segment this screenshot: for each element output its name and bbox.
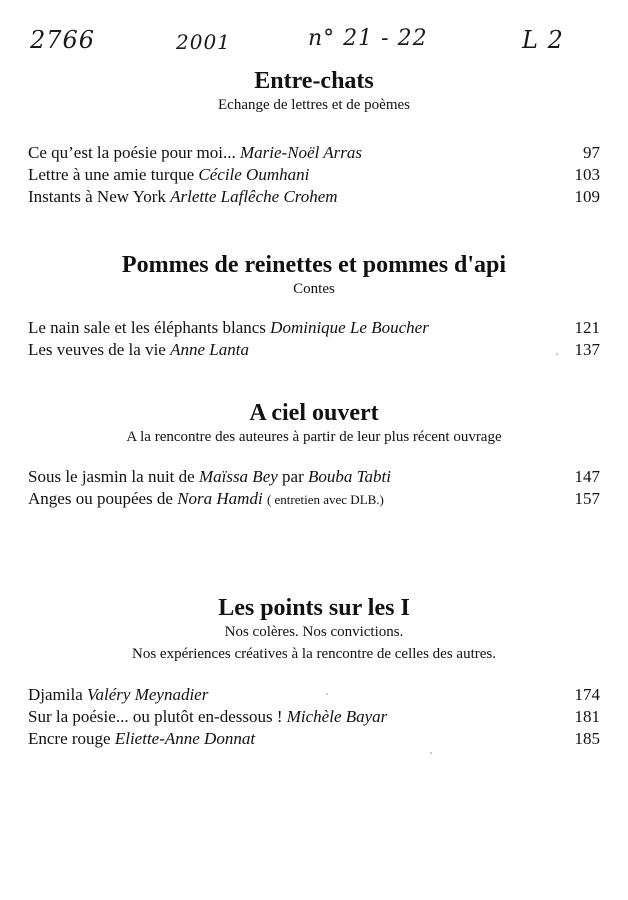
section-title: Les points sur les I (218, 595, 410, 621)
toc-entry[interactable] (28, 339, 600, 361)
entry-title: Le nain sale et les éléphants blancs (28, 318, 266, 337)
scan-speck (326, 693, 328, 695)
entry-joiner: par (282, 467, 304, 486)
entry-title: Lettre à une amie turque (28, 165, 195, 184)
entry-author: Nora Hamdi (177, 489, 263, 508)
entry-author-2: Bouba Tabti (308, 467, 391, 486)
section-title: Pommes de reinettes et pommes d'api (121, 252, 507, 278)
entries-entre-chats (28, 142, 600, 208)
section-pommes (0, 250, 628, 299)
entry-title: Instants à New York (28, 187, 166, 206)
entries-pommes (28, 317, 600, 361)
section-title: A ciel ouvert (249, 400, 379, 426)
entry-author: Anne Lanta (170, 340, 249, 359)
toc-entry[interactable] (28, 317, 600, 339)
toc-entry[interactable] (28, 706, 600, 728)
entry-author: Eliette-Anne Donnat (114, 729, 256, 748)
entry-page: 97 (583, 143, 600, 162)
entry-page: 147 (574, 467, 600, 486)
entry-page: 103 (574, 165, 600, 184)
toc-entry[interactable] (28, 466, 600, 488)
entries-points-sur-les-i (28, 684, 600, 750)
handwritten-issue: n° 21 - 22 (308, 26, 428, 51)
section-subtitle-2: Nos expériences créatives à la rencontre de celles des autres. (132, 646, 496, 662)
entry-page: 121 (574, 318, 600, 337)
entry-title: Anges ou poupées de (28, 489, 173, 508)
handwritten-ref: 2766 (30, 26, 96, 54)
toc-entry[interactable] (28, 164, 600, 186)
entry-author: Arlette Laflêche Crohem (170, 187, 338, 206)
entry-page: 174 (574, 685, 600, 704)
toc-entry[interactable] (28, 728, 600, 750)
handwritten-year: 2001 (176, 30, 231, 54)
entry-page: 137 (574, 340, 600, 359)
section-entre-chats (0, 66, 628, 115)
entry-author: Marie-Noël Arras (240, 143, 362, 162)
entry-note: ( entretien avec DLB.) (266, 492, 384, 507)
entry-title: Djamila (28, 685, 83, 704)
handwritten-code: L 2 (522, 26, 564, 54)
scan-speck (430, 752, 432, 754)
entry-author: Dominique Le Boucher (270, 318, 429, 337)
toc-entry[interactable] (28, 488, 600, 510)
section-subtitle: A la rencontre des auteures à partir de leur plus récent ouvrage (126, 429, 502, 445)
section-ciel-ouvert (0, 398, 628, 447)
scan-speck (556, 353, 558, 355)
entry-author: Cécile Oumhani (198, 165, 310, 184)
section-title: Entre-chats (254, 68, 374, 94)
entry-page: 185 (574, 729, 600, 748)
entry-page: 181 (574, 707, 600, 726)
entries-ciel-ouvert (28, 466, 600, 510)
entry-author: Maïssa Bey (198, 467, 278, 486)
entry-title: Sur la poésie... ou plutôt en-dessous ! (28, 707, 283, 726)
toc-entry[interactable] (28, 684, 600, 706)
entry-author: Valéry Meynadier (87, 685, 209, 704)
entry-title: Les veuves de la vie (28, 340, 166, 359)
section-subtitle: Contes (293, 281, 335, 297)
entry-title: Encre rouge (28, 729, 111, 748)
toc-entry[interactable] (28, 142, 600, 164)
entry-title: Ce qu’est la poésie pour moi... (28, 143, 236, 162)
section-points-sur-les-i (0, 593, 628, 664)
entry-page: 109 (574, 187, 600, 206)
toc-entry[interactable] (28, 186, 600, 208)
entry-title: Sous le jasmin la nuit de (28, 467, 195, 486)
section-subtitle: Echange de lettres et de poèmes (218, 97, 410, 113)
entry-author: Michèle Bayar (286, 707, 388, 726)
section-subtitle: Nos colères. Nos convictions. (224, 624, 404, 640)
entry-page: 157 (574, 489, 600, 508)
